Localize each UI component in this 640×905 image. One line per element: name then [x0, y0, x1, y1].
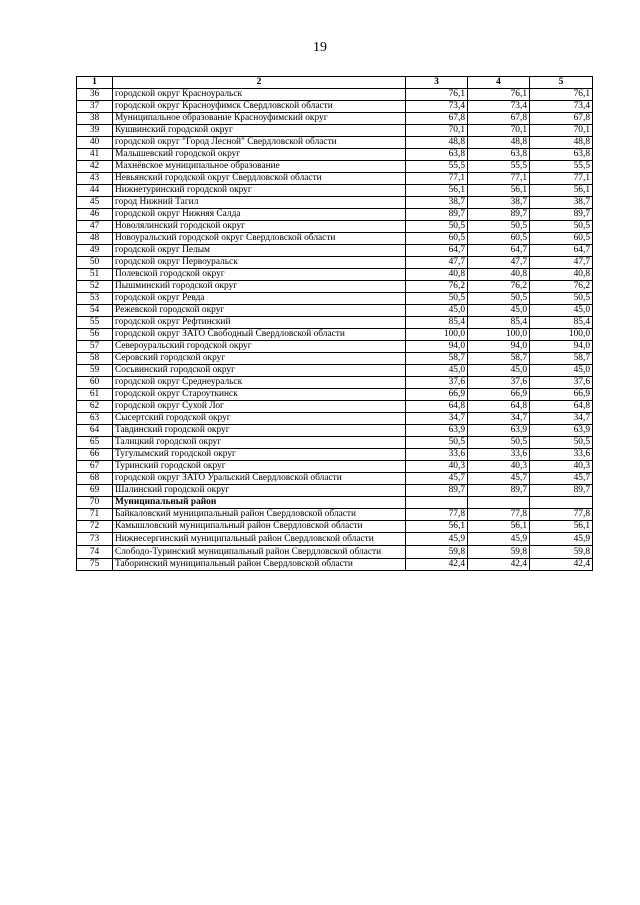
header-cell-5: 5 — [530, 77, 593, 89]
row-name-cell: Тавдинский городской округ — [113, 425, 406, 437]
row-value-col3-cell: 48,8 — [406, 137, 468, 149]
row-number-cell: 75 — [77, 559, 113, 571]
row-value-col3-cell: 64,7 — [406, 245, 468, 257]
header-cell-3: 3 — [406, 77, 468, 89]
row-name-cell: Таборинский муниципальный район Свердловской области — [113, 559, 406, 571]
row-number-cell: 48 — [77, 233, 113, 245]
row-value-col4-cell: 55,5 — [468, 161, 530, 173]
row-name-cell: Нижнесергинский муниципальный район Свердловской области — [113, 533, 406, 546]
row-value-col4-cell: 50,5 — [468, 437, 530, 449]
page-number: 19 — [313, 40, 327, 55]
row-number-cell: 59 — [77, 365, 113, 377]
row-name-cell: Кушвинский городской округ — [113, 125, 406, 137]
row-value-col3-cell: 50,5 — [406, 293, 468, 305]
row-value-col4-cell: 45,0 — [468, 305, 530, 317]
header-cell-1: 1 — [77, 77, 113, 89]
row-name-cell: городской округ Красноуфимск Свердловской области — [113, 101, 406, 113]
table-row — [77, 509, 593, 521]
row-value-col4-cell: 58,7 — [468, 353, 530, 365]
row-value-col5-cell: 47,7 — [530, 257, 593, 269]
row-value-col4-cell: 60,5 — [468, 233, 530, 245]
row-name-cell: городской округ Первоуральск — [113, 257, 406, 269]
row-value-col3-cell: 50,5 — [406, 437, 468, 449]
row-number-cell: 44 — [77, 185, 113, 197]
row-name-cell: Пышминский городской округ — [113, 281, 406, 293]
row-name-cell: городской округ Нижняя Салда — [113, 209, 406, 221]
row-value-col3-cell: 37,6 — [406, 377, 468, 389]
row-number-cell: 52 — [77, 281, 113, 293]
table-row — [77, 437, 593, 449]
row-value-col5-cell: 56,1 — [530, 521, 593, 533]
row-value-col5-cell: 34,7 — [530, 413, 593, 425]
row-value-col5-cell: 42,4 — [530, 559, 593, 571]
row-value-col4-cell: 56,1 — [468, 521, 530, 533]
row-value-col3-cell: 76,2 — [406, 281, 468, 293]
row-value-col3-cell: 77,1 — [406, 173, 468, 185]
row-value-col5-cell: 70,1 — [530, 125, 593, 137]
row-number-cell: 37 — [77, 101, 113, 113]
row-value-col4-cell: 64,8 — [468, 401, 530, 413]
row-number-cell: 39 — [77, 125, 113, 137]
row-value-col5-cell: 63,9 — [530, 425, 593, 437]
row-value-col4-cell: 50,5 — [468, 221, 530, 233]
row-name-cell: Байкаловский муниципальный район Свердловской области — [113, 509, 406, 521]
row-number-cell: 60 — [77, 377, 113, 389]
row-name-cell: Камышловский муниципальный район Свердловской области — [113, 521, 406, 533]
row-number-cell: 56 — [77, 329, 113, 341]
row-value-col5-cell: 73,4 — [530, 101, 593, 113]
row-value-col4-cell: 56,1 — [468, 185, 530, 197]
row-name-cell: Махнёвское муниципальное образование — [113, 161, 406, 173]
row-value-col3-cell: 55,5 — [406, 161, 468, 173]
row-value-col3-cell: 89,7 — [406, 209, 468, 221]
row-value-col5-cell: 38,7 — [530, 197, 593, 209]
row-value-col5-cell: 94,0 — [530, 341, 593, 353]
row-value-col3-cell: 89,7 — [406, 485, 468, 497]
row-value-col3-cell: 42,4 — [406, 559, 468, 571]
row-name-cell: Североуральский городской округ — [113, 341, 406, 353]
table-row — [77, 485, 593, 497]
row-name-cell: Новолялинский городской округ — [113, 221, 406, 233]
row-value-col3-cell: 100,0 — [406, 329, 468, 341]
row-value-col5-cell: 50,5 — [530, 221, 593, 233]
row-value-col4-cell: 33,6 — [468, 449, 530, 461]
row-value-col5-cell: 50,5 — [530, 437, 593, 449]
row-value-col4-cell: 40,3 — [468, 461, 530, 473]
row-value-col3-cell: 64,8 — [406, 401, 468, 413]
table-body — [77, 77, 593, 571]
row-value-col4-cell: 45,0 — [468, 365, 530, 377]
row-name-cell: Полевской городской округ — [113, 269, 406, 281]
row-value-col4-cell: 73,4 — [468, 101, 530, 113]
row-name-cell: городской округ ЗАТО Уральский Свердловской области — [113, 473, 406, 485]
row-value-col4-cell: 67,8 — [468, 113, 530, 125]
row-value-col3-cell: 85,4 — [406, 317, 468, 329]
row-value-col3-cell: 56,1 — [406, 185, 468, 197]
row-value-col3-cell: 45,9 — [406, 533, 468, 546]
row-name-cell: Сосьвинский городской округ — [113, 365, 406, 377]
row-value-col4-cell: 34,7 — [468, 413, 530, 425]
row-value-col3-cell: 56,1 — [406, 521, 468, 533]
table-row — [77, 101, 593, 113]
row-value-col3-cell: 70,1 — [406, 125, 468, 137]
row-name-cell: Серовский городской округ — [113, 353, 406, 365]
row-name-cell: городской округ "Город Лесной" Свердловской области — [113, 137, 406, 149]
row-name-cell: Нижнетуринский городской округ — [113, 185, 406, 197]
row-value-col3-cell: 59,8 — [406, 546, 468, 559]
table-row — [77, 185, 593, 197]
row-name-cell: Малышевский городской округ — [113, 149, 406, 161]
row-value-col4-cell: 50,5 — [468, 293, 530, 305]
row-value-col5-cell: 55,5 — [530, 161, 593, 173]
row-value-col3-cell: 45,0 — [406, 365, 468, 377]
row-value-col5-cell: 85,4 — [530, 317, 593, 329]
row-name-cell: Муниципальный район — [113, 497, 406, 509]
row-value-col3-cell: 67,8 — [406, 113, 468, 125]
row-value-col5-cell: 77,8 — [530, 509, 593, 521]
row-name-cell: городской округ ЗАТО Свободный Свердловской области — [113, 329, 406, 341]
table-row — [77, 113, 593, 125]
row-number-cell: 68 — [77, 473, 113, 485]
row-number-cell: 72 — [77, 521, 113, 533]
table-row — [77, 377, 593, 389]
row-value-col4-cell: 48,8 — [468, 137, 530, 149]
row-value-col3-cell: 38,7 — [406, 197, 468, 209]
row-value-col4-cell: 70,1 — [468, 125, 530, 137]
row-number-cell: 74 — [77, 546, 113, 559]
row-value-col5-cell: 50,5 — [530, 293, 593, 305]
row-name-cell: Слободо-Туринский муниципальный район Свердловской области — [113, 546, 406, 559]
row-value-col5-cell: 45,0 — [530, 305, 593, 317]
row-value-col5-cell: 100,0 — [530, 329, 593, 341]
table-row — [77, 89, 593, 101]
table-row — [77, 559, 593, 571]
table-row — [77, 137, 593, 149]
row-name-cell: городской округ Среднеуральск — [113, 377, 406, 389]
row-name-cell: Муниципальное образование Красноуфимский округ — [113, 113, 406, 125]
row-name-cell: Туринский городской округ — [113, 461, 406, 473]
row-number-cell: 62 — [77, 401, 113, 413]
row-value-col4-cell: 38,7 — [468, 197, 530, 209]
table-row — [77, 365, 593, 377]
table-row — [77, 521, 593, 533]
row-value-col3-cell: 73,4 — [406, 101, 468, 113]
row-value-col5-cell: 67,8 — [530, 113, 593, 125]
row-value-col4-cell: 85,4 — [468, 317, 530, 329]
table-row — [77, 401, 593, 413]
table-row — [77, 389, 593, 401]
table-header-row — [77, 77, 593, 89]
row-value-col4-cell: 100,0 — [468, 329, 530, 341]
row-value-col4-cell: 63,8 — [468, 149, 530, 161]
row-value-col4-cell: 89,7 — [468, 209, 530, 221]
row-value-col3-cell: 40,3 — [406, 461, 468, 473]
row-value-col4-cell — [468, 497, 530, 509]
row-number-cell: 58 — [77, 353, 113, 365]
row-value-col4-cell: 66,9 — [468, 389, 530, 401]
row-number-cell: 45 — [77, 197, 113, 209]
row-value-col4-cell: 76,1 — [468, 89, 530, 101]
table-row — [77, 329, 593, 341]
row-value-col3-cell: 63,9 — [406, 425, 468, 437]
row-value-col3-cell: 45,7 — [406, 473, 468, 485]
row-name-cell: городской округ Староуткинск — [113, 389, 406, 401]
row-value-col5-cell: 76,1 — [530, 89, 593, 101]
table-row — [77, 533, 593, 546]
row-value-col3-cell: 58,7 — [406, 353, 468, 365]
row-value-col5-cell: 60,5 — [530, 233, 593, 245]
row-name-cell: Невьянский городской округ Свердловской области — [113, 173, 406, 185]
table-row — [77, 341, 593, 353]
row-number-cell: 50 — [77, 257, 113, 269]
row-value-col3-cell — [406, 497, 468, 509]
row-value-col5-cell: 45,7 — [530, 473, 593, 485]
table-row — [77, 281, 593, 293]
row-number-cell: 66 — [77, 449, 113, 461]
row-number-cell: 61 — [77, 389, 113, 401]
row-value-col3-cell: 77,8 — [406, 509, 468, 521]
row-value-col3-cell: 47,7 — [406, 257, 468, 269]
row-value-col5-cell: 77,1 — [530, 173, 593, 185]
table-row — [77, 245, 593, 257]
table-section-row — [77, 497, 593, 509]
table-row — [77, 317, 593, 329]
row-value-col5-cell: 37,6 — [530, 377, 593, 389]
row-value-col3-cell: 63,8 — [406, 149, 468, 161]
row-value-col3-cell: 76,1 — [406, 89, 468, 101]
row-value-col5-cell: 64,8 — [530, 401, 593, 413]
row-value-col4-cell: 77,1 — [468, 173, 530, 185]
table-row — [77, 546, 593, 559]
table-row — [77, 233, 593, 245]
row-value-col5-cell: 56,1 — [530, 185, 593, 197]
row-value-col3-cell: 40,8 — [406, 269, 468, 281]
row-name-cell: Талицкий городской округ — [113, 437, 406, 449]
row-value-col3-cell: 50,5 — [406, 221, 468, 233]
table-row — [77, 149, 593, 161]
row-value-col5-cell: 63,8 — [530, 149, 593, 161]
row-value-col5-cell: 45,9 — [530, 533, 593, 546]
row-number-cell: 51 — [77, 269, 113, 281]
row-number-cell: 36 — [77, 89, 113, 101]
row-name-cell: городской округ Ревда — [113, 293, 406, 305]
row-name-cell: город Нижний Тагил — [113, 197, 406, 209]
row-number-cell: 67 — [77, 461, 113, 473]
row-value-col4-cell: 45,7 — [468, 473, 530, 485]
row-number-cell: 41 — [77, 149, 113, 161]
row-name-cell: городской округ Красноуральск — [113, 89, 406, 101]
row-value-col4-cell: 42,4 — [468, 559, 530, 571]
table-row — [77, 221, 593, 233]
row-value-col5-cell: 45,0 — [530, 365, 593, 377]
row-number-cell: 69 — [77, 485, 113, 497]
row-name-cell: Режевской городской округ — [113, 305, 406, 317]
row-number-cell: 43 — [77, 173, 113, 185]
row-number-cell: 40 — [77, 137, 113, 149]
row-name-cell: городской округ Сухой Лог — [113, 401, 406, 413]
row-value-col4-cell: 76,2 — [468, 281, 530, 293]
row-value-col5-cell: 66,9 — [530, 389, 593, 401]
header-cell-2: 2 — [113, 77, 406, 89]
row-value-col3-cell: 34,7 — [406, 413, 468, 425]
row-value-col4-cell: 45,9 — [468, 533, 530, 546]
row-value-col4-cell: 37,6 — [468, 377, 530, 389]
table-row — [77, 461, 593, 473]
row-value-col4-cell: 64,7 — [468, 245, 530, 257]
row-number-cell: 65 — [77, 437, 113, 449]
table-row — [77, 197, 593, 209]
row-number-cell: 49 — [77, 245, 113, 257]
row-value-col3-cell: 45,0 — [406, 305, 468, 317]
row-number-cell: 71 — [77, 509, 113, 521]
row-number-cell: 53 — [77, 293, 113, 305]
row-value-col4-cell: 94,0 — [468, 341, 530, 353]
row-number-cell: 47 — [77, 221, 113, 233]
table-row — [77, 473, 593, 485]
row-value-col5-cell: 89,7 — [530, 209, 593, 221]
header-cell-4: 4 — [468, 77, 530, 89]
row-value-col5-cell: 33,6 — [530, 449, 593, 461]
row-value-col3-cell: 33,6 — [406, 449, 468, 461]
row-value-col4-cell: 59,8 — [468, 546, 530, 559]
row-value-col5-cell: 58,7 — [530, 353, 593, 365]
row-name-cell: Шалинский городской округ — [113, 485, 406, 497]
row-value-col4-cell: 40,8 — [468, 269, 530, 281]
table-row — [77, 125, 593, 137]
row-value-col5-cell: 64,7 — [530, 245, 593, 257]
row-number-cell: 57 — [77, 341, 113, 353]
row-name-cell: городской округ Пелым — [113, 245, 406, 257]
table-row — [77, 161, 593, 173]
table-row — [77, 209, 593, 221]
row-value-col5-cell: 40,8 — [530, 269, 593, 281]
table-row — [77, 173, 593, 185]
table-row — [77, 413, 593, 425]
data-table — [76, 76, 593, 571]
row-value-col4-cell: 47,7 — [468, 257, 530, 269]
row-number-cell: 64 — [77, 425, 113, 437]
row-value-col3-cell: 60,5 — [406, 233, 468, 245]
table-row — [77, 257, 593, 269]
row-value-col3-cell: 66,9 — [406, 389, 468, 401]
row-value-col4-cell: 89,7 — [468, 485, 530, 497]
row-number-cell: 46 — [77, 209, 113, 221]
row-value-col4-cell: 77,8 — [468, 509, 530, 521]
row-value-col5-cell: 89,7 — [530, 485, 593, 497]
row-value-col3-cell: 94,0 — [406, 341, 468, 353]
table-row — [77, 269, 593, 281]
row-number-cell: 55 — [77, 317, 113, 329]
row-value-col4-cell: 63,9 — [468, 425, 530, 437]
table-row — [77, 425, 593, 437]
table-row — [77, 293, 593, 305]
table-row — [77, 305, 593, 317]
row-name-cell: городской округ Рефтинский — [113, 317, 406, 329]
row-value-col5-cell: 48,8 — [530, 137, 593, 149]
row-value-col5-cell: 59,8 — [530, 546, 593, 559]
row-name-cell: Сысертский городской округ — [113, 413, 406, 425]
row-value-col5-cell: 40,3 — [530, 461, 593, 473]
row-value-col5-cell — [530, 497, 593, 509]
row-number-cell: 73 — [77, 533, 113, 546]
table-row — [77, 353, 593, 365]
table-row — [77, 449, 593, 461]
row-number-cell: 54 — [77, 305, 113, 317]
row-name-cell: Новоуральский городской округ Свердловской области — [113, 233, 406, 245]
row-number-cell: 42 — [77, 161, 113, 173]
row-number-cell: 38 — [77, 113, 113, 125]
row-number-cell: 63 — [77, 413, 113, 425]
row-name-cell: Тугулымский городской округ — [113, 449, 406, 461]
row-number-cell: 70 — [77, 497, 113, 509]
row-value-col5-cell: 76,2 — [530, 281, 593, 293]
